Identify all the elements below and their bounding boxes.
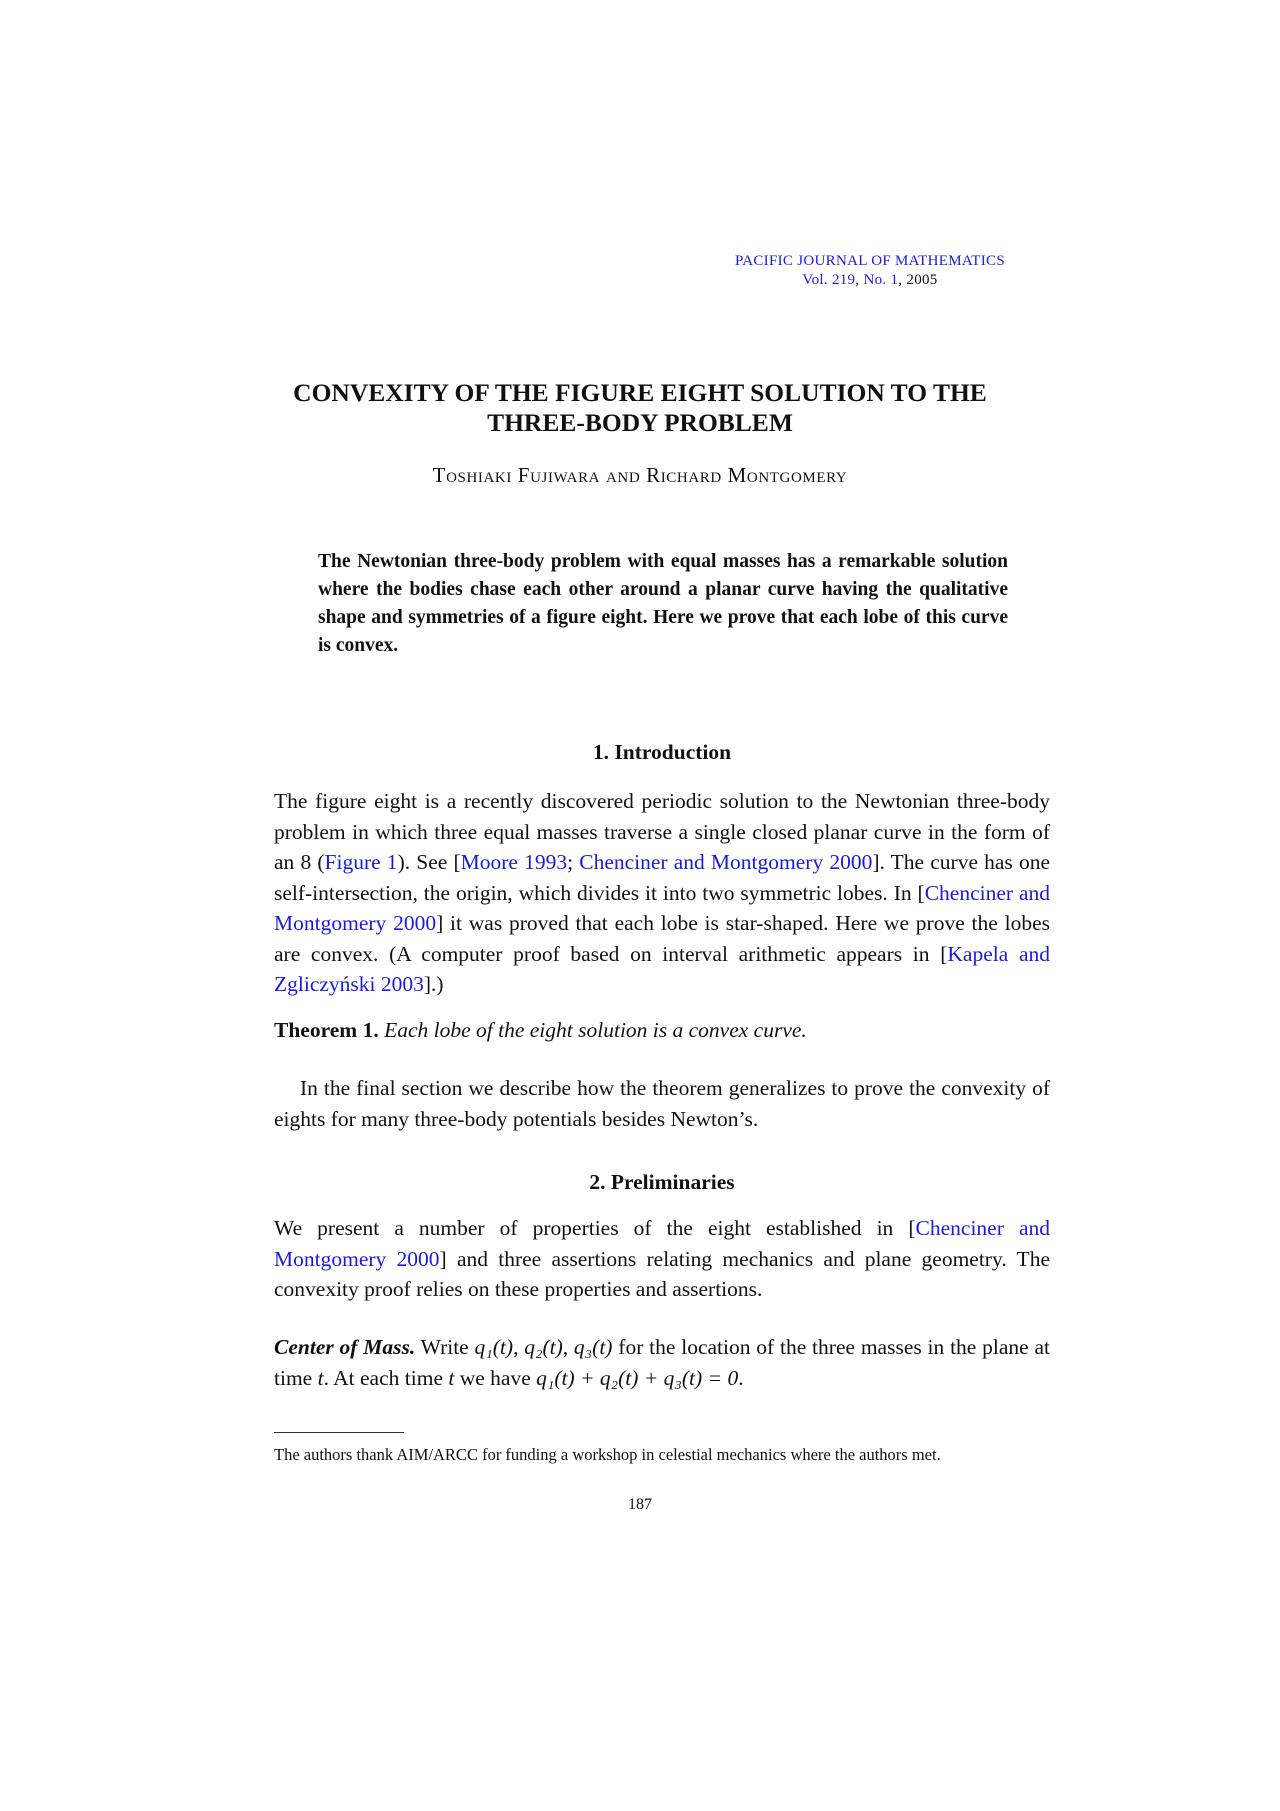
math-t: t [448, 1365, 455, 1390]
volume-link[interactable]: Vol. 219 [802, 272, 856, 288]
year: 2005 [906, 272, 938, 288]
theorem-statement: Each lobe of the eight solution is a convex curve. [384, 1018, 807, 1042]
citation-kapela-zgliczynski-link[interactable]: Kapela and Zgliczyński 2003 [274, 941, 1051, 996]
preliminaries-paragraph: We present a number of properties of the eight established in [Chenciner and Montgomery 2000] and three assertions relating mechanics and plane geometry. The convexity proof relies on these properties and assertions. [274, 1216, 1050, 1301]
theorem-1 [274, 1015, 1050, 1046]
citation-chenciner-montgomery-link[interactable]: Chenciner and Montgomery 2000 [579, 850, 873, 874]
title-line-2: THREE-BODY PROBLEM [487, 408, 793, 437]
footnote-rule [274, 1432, 404, 1433]
footnote: The authors thank AIM/ARCC for funding a workshop in celestial mechanics where the authors met. [274, 1445, 941, 1464]
citation-moore-link[interactable]: Moore 1993 [460, 850, 568, 874]
paper-title [240, 378, 1040, 438]
math-positions: q₁(t), q₂(t), q₃(t) [474, 1335, 613, 1359]
intro-paragraph: The figure eight is a recently discovered periodic solution to the Newtonian three-body problem in which three equal masses traverse a single closed planar curve in the form of an 8 (Figure 1). See [Moore 1993; Chenciner and Montgomery 2000]. The curve has one self-intersection, the origin, which divides it into two symmetric lobes. In [Chenciner and Montgomery 2000] it was proved that each lobe is star-shaped. Here we prove the lobes are convex. (A computer proof based on interval arithmetic appears in [Kapela and Zgliczyński 2003].) [274, 789, 1051, 996]
math-center-of-mass-equation: q₁(t) + q₂(t) + q₃(t) = 0 [536, 1365, 739, 1390]
journal-header: PACIFIC JOURNAL OF MATHEMATICS Vol. 219, No. 1, 2005 [690, 252, 1050, 290]
journal-name-link[interactable]: PACIFIC JOURNAL OF MATHEMATICS [734, 253, 1006, 269]
section-heading-introduction: 1. Introduction [592, 740, 732, 764]
citation-chenciner-montgomery-link[interactable]: Chenciner and Montgomery 2000 [274, 1216, 1050, 1271]
abstract: The Newtonian three-body problem with equal masses has a remarkable solution where the bodies chase each other around a planar curve having the qualitative shape and symmetries of a figure eight. Here we prove that each lobe of this curve is convex. [318, 551, 1008, 656]
final-section-paragraph: In the final section we describe how the theorem generalizes to prove the convexity of eights for many three-body potentials besides Newton’s. [274, 1076, 1050, 1131]
figure-1-link[interactable]: Figure 1 [324, 850, 398, 874]
center-of-mass-label: Center of Mass. [274, 1335, 416, 1359]
issue-link[interactable]: No. 1 [863, 272, 899, 288]
citation-chenciner-montgomery-link[interactable]: Chenciner and Montgomery 2000 [274, 880, 1051, 935]
page-number: 187 [628, 1496, 652, 1513]
title-line-1: CONVEXITY OF THE FIGURE EIGHT SOLUTION TO THE [293, 378, 987, 407]
author-list: Toshiaki Fujiwara and Richard Montgomery [432, 463, 848, 487]
center-of-mass-paragraph: Center of Mass. Write q₁(t), q₂(t), q₃(t) for the location of the three masses in the plane at time t. At each time t we have q₁(t) + q₂(t) + q₃(t) = 0. [274, 1335, 1051, 1390]
section-heading-preliminaries: 2. Preliminaries [589, 1170, 735, 1194]
theorem-label: Theorem 1. [274, 1018, 379, 1042]
math-t: t [317, 1365, 324, 1390]
